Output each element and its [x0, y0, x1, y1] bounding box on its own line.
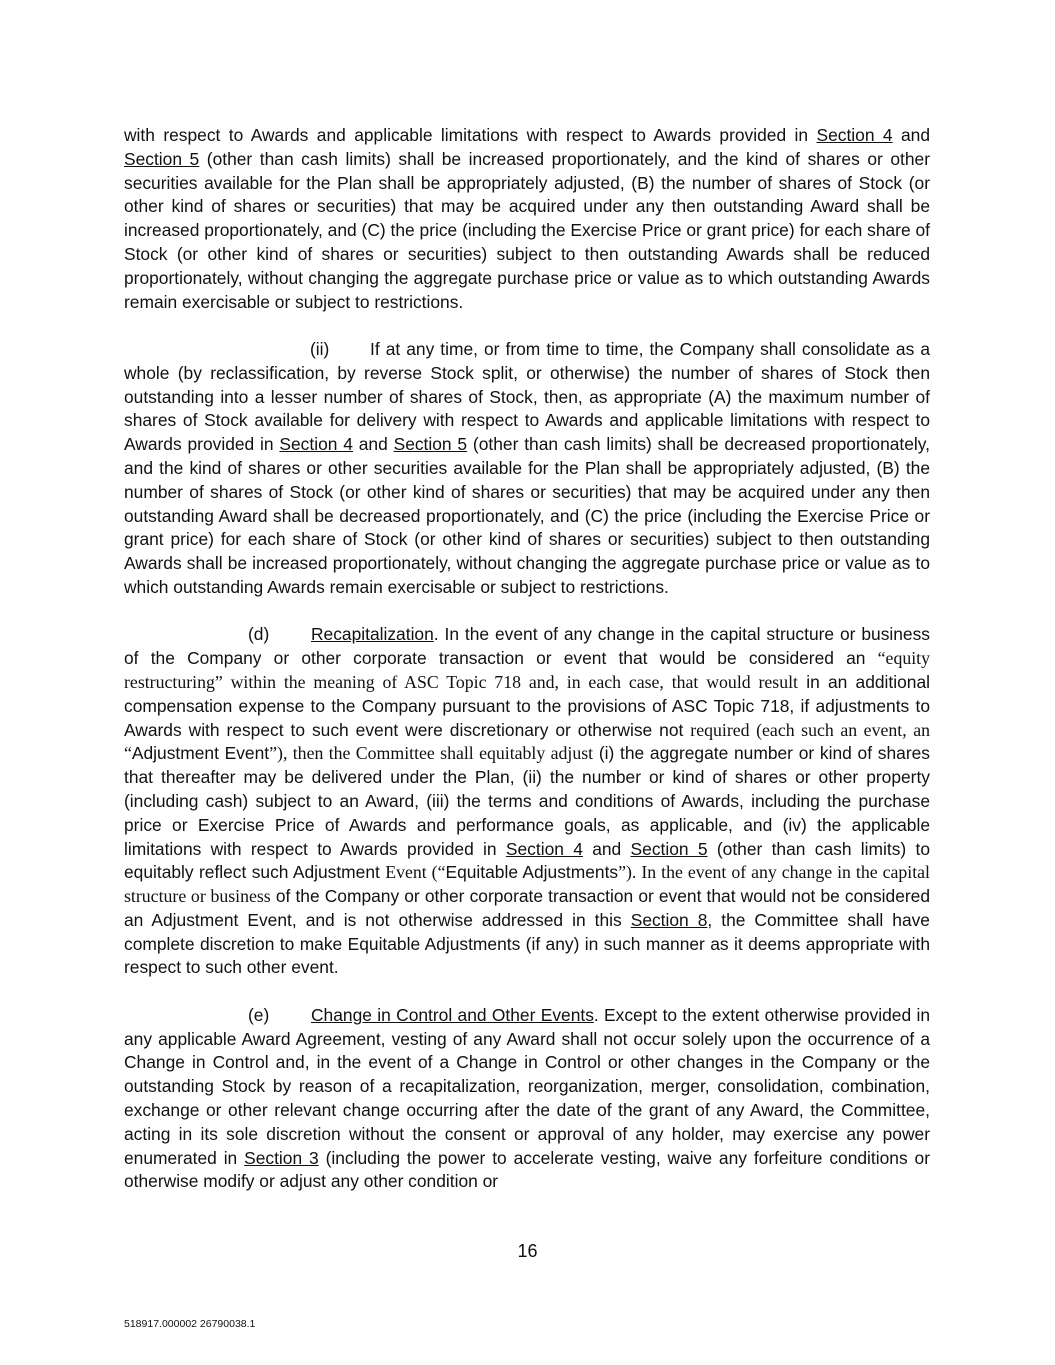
text-run: ”), then the Committee shall equitably adjust	[269, 743, 594, 764]
paragraph-c-i-continued	[124, 124, 930, 314]
paragraph-e-change-in-control	[124, 1004, 930, 1194]
text-run: ”). In the event of any change in the capital structure or business	[124, 862, 930, 907]
text-run: (i) the aggregate number or kind of shares that thereafter may be delivered under the Plan, (ii) the number or kind of shares or other property (including cash) subject to an Award, (iii) the terms and conditions of Awards, including the purchase price or Exercise Price of Awards and performance goals, as applicable, and (iv) the applicable limitations with respect to Awards provided in	[124, 743, 930, 859]
text-run: . Except to the extent otherwise provided in any applicable Award Agreement, vesting of any Award shall not occur solely upon the occurrence of a Change in Control and, in the event of a Change in Control or other changes in the Company or the outstanding Stock by reason of a recapitalization, reorganization, merger, consolidation, combination, exchange or other relevant change occurring after the date of the grant of any Award, the Committee, acting in its sole discretion without the consent or approval of any holder, may exercise any power enumerated in	[124, 1004, 930, 1168]
body-text	[124, 124, 930, 1218]
section-3-ref: Section 3	[244, 1147, 319, 1168]
document-id: 518917.000002 26790038.1	[124, 1318, 256, 1330]
text-run: (other than cash limits) to equitably reflect such Adjustment	[124, 838, 931, 883]
paragraph-c-ii	[124, 338, 930, 600]
text-run: and	[892, 125, 930, 145]
text-run: If at any time, or from time to time, the Company shall consolidate as a whole (by reclassification, by reverse Stock split, or otherwise) the number of shares of Stock then outstanding into a lesser number of shares of Stock, then, as appropriate (A) the maximum number of shares of Stock available for delivery with respect to Awards and applicable limitations with respect to Awards provided in	[124, 338, 930, 455]
text-run: “equity restructuring” within the meaning of ASC Topic 718 and, in each case, that would result	[124, 648, 930, 692]
text-run: (other than cash limits) shall be increased proportionately, and the kind of shares or other securities available for the Plan shall be appropriately adjusted, (B) the number of shares of Stock (or other kind of shares or securities) that may be acquired under any then outstanding Award shall be increased proportionately, and (C) the price (including the Exercise Price or grant price) for each share of Stock (or other kind of shares or securities) subject to then outstanding Awards shall be reduced proportionately, without changing the aggregate purchase price or value as to which outstanding Awards remain exercisable or subject to restrictions.	[124, 148, 930, 312]
section-heading: Change in Control and Other Events	[311, 1004, 594, 1025]
text-run: and	[352, 434, 394, 455]
text-run: (other than cash limits) shall be decreased proportionately, and the kind of shares or other securities available for the Plan shall be appropriately adjusted, (B) the number of shares of Stock (or other kind of shares or securities) that may be acquired under any then outstanding Award shall be decreased proportionately, and (C) the price (including the Exercise Price or grant price) for each share of Stock (or other kind of shares or securities) subject to then outstanding Awards shall be increased proportionately, without changing the aggregate purchase price or value as to which outstanding Awards remain exercisable or subject to restrictions.	[124, 434, 931, 597]
text-run: and	[582, 838, 631, 859]
paragraph-label: (e)	[248, 1004, 270, 1025]
text-run: . In the event of any change in the capital structure or business of the Company or other corporate transaction or event that would be considered an	[124, 624, 930, 669]
text-run: (including the power to accelerate vesting, waive any forfeiture conditions or otherwise modify or adjust any other condition or	[124, 1147, 931, 1192]
defined-term: Equitable Adjustments	[445, 862, 619, 883]
section-5-ref: Section 5	[393, 434, 468, 455]
section-4-ref: Section 4	[279, 434, 353, 455]
text-run: of the Company or other corporate transaction or event that would not be considered an Adjustment Event, and is not otherwise addressed in this	[124, 886, 930, 930]
paragraph-label: (d)	[248, 624, 270, 645]
text-run: with respect to Awards and applicable limitations with respect to Awards provided in	[124, 125, 817, 145]
paragraph-label: (ii)	[310, 338, 330, 359]
section-4-ref: Section 4	[816, 125, 893, 145]
paragraph-d-recapitalization	[124, 623, 930, 980]
text-run: Event (“	[385, 862, 446, 883]
page-number: 16	[517, 1241, 538, 1261]
defined-term: Adjustment Event	[131, 743, 270, 764]
section-5-ref: Section 5	[630, 838, 708, 859]
section-5-ref: Section 5	[124, 148, 200, 169]
text-run: in an additional compensation expense to the Company pursuant to the provisions of ASC Topic 718, if adjustments to Awards with respect to such event were discretionary or otherwise not	[124, 671, 930, 740]
section-4-ref: Section 4	[505, 838, 583, 859]
section-heading: Recapitalization	[311, 624, 434, 645]
text-run: , the Committee shall have complete discretion to make Equitable Adjustments (if any) in such manner as it deems appropriate with respect to such other event.	[124, 909, 930, 978]
section-8-ref: Section 8	[630, 909, 708, 930]
text-run: required (each such an event, an “	[124, 719, 930, 764]
